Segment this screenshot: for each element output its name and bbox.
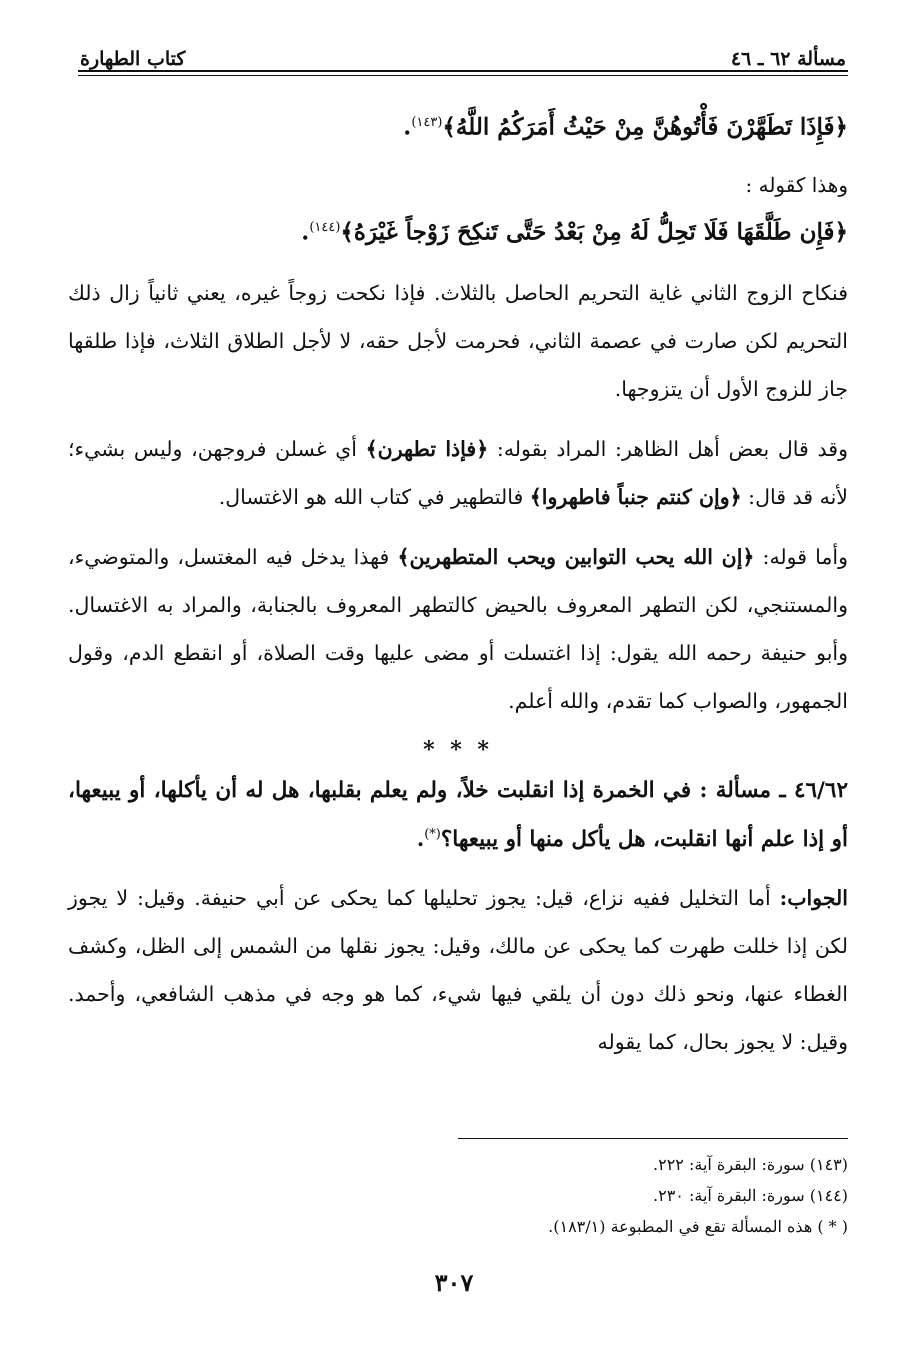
footnote-ref-144[interactable]: (١٤٤) [309, 219, 341, 235]
quran-verse-block-2 [68, 205, 848, 256]
verse-1-text: ﴿فَإِذَا تَطَهَّرْنَ فَأْتُوهُنَّ مِنْ حَيْثُ أَمَرَكُمُ اللَّهُ﴾ [442, 113, 848, 141]
footnote-144: (١٤٤) سورة: البقرة آية: ٢٣٠. [653, 1186, 848, 1205]
quran-verse-2 [68, 205, 848, 256]
issue-question [68, 769, 848, 862]
header-issue-number: مسألة ٦٢ ـ ٤٦ [730, 48, 846, 70]
quote-fattahharu: ﴿وإن كنتم جنباً فاطهروا﴾ [529, 485, 742, 510]
footnote-ref-star[interactable]: (*) [424, 827, 441, 843]
quran-verse-1 [68, 100, 848, 151]
page-number: ٣٠٧ [434, 1268, 474, 1297]
footnote-ref-143[interactable]: (١٤٣) [411, 115, 443, 130]
footnote-rule [458, 1138, 848, 1139]
issue-number: ٤٦/٦٢ ـ مسألة : [699, 778, 848, 804]
issue-question-text: في الخمرة إذا انقلبت خلاً، ولم يعلم بقلبها، هل له أن يأكلها، أو يبيعها، أو إذا علم أنها انقلبت، هل يأكل منها أو يبيعها؟ [68, 778, 848, 853]
main-text [68, 100, 848, 1078]
footnote-star: ( * ) هذه المسألة تقع في المطبوعة (١٨٣/١). [548, 1217, 848, 1236]
paragraph-2-part-c: أي غسلن فروجهن، وليس بشيء؛ لأنه قد قال: [68, 437, 848, 510]
verse-2-end: . [301, 218, 310, 246]
verse-2-text: ﴿فَإِن طَلَّقَهَا فَلَا تَحِلُّ لَهُ مِنْ بَعْدُ حَتَّى تَنكِحَ زَوْجاً غَيْرَهُ﴾ [340, 218, 848, 246]
quote-tatahharna: ﴿فإذا تطهرن﴾ [365, 437, 489, 462]
header-rule-thin [78, 75, 848, 76]
paragraph-1: فنكاح الزوج الثاني غاية التحريم الحاصل بالثلاث. فإذا نكحت زوجاً غيره، يعني ثانياً زال ذلك التحريم لكن صارت في عصمة الثاني، فحرمت لأجل حقه، لا لأجل الطلاق الثلاث، فإذا طلقها جاز للزوج الأول أن يتزوجها. [68, 281, 848, 402]
paragraph-2-part-a: وقد قال بعض أهل الظاهر: المراد بقوله: [488, 437, 848, 462]
answer-text: أما التخليل ففيه نزاع، قيل: يجوز تحليلها كما يحكى عن أبي حنيفة. وقيل: لا يجوز لكن إذا خللت طهرت كما يحكى عن مالك، وقيل: يجوز نقلها من الشمس إلى الظل، وكشف الغطاء عنها، ونحو ذلك دون أن يلقي فيها شيء، كما هو وجه في مذهب الشافعي، وأحمد. وقيل: لا يجوز بحال، كما يقوله [68, 886, 848, 1055]
section-separator: * * * [423, 737, 493, 764]
running-header [80, 36, 846, 70]
header-book-title: كتاب الطهارة [80, 48, 186, 70]
paragraph-3 [68, 533, 848, 725]
paragraph-2-part-e: فالتطهير في كتاب الله هو الاغتسال. [218, 485, 530, 510]
answer-paragraph [68, 874, 848, 1066]
paragraph-2 [68, 425, 848, 521]
footnotes-section [68, 1138, 848, 1242]
issue-question-end: . [416, 827, 425, 853]
verse-2-intro: وهذا كقوله : [745, 172, 848, 197]
footnote-143: (١٤٣) سورة: البقرة آية: ٢٢٢. [653, 1155, 848, 1174]
paragraph-3-part-a: وأما قوله: [754, 545, 849, 570]
quran-verse-block-1 [68, 100, 848, 151]
paragraph-3-part-c: فهذا يدخل فيه المغتسل، والمتوضيء، والمستنجي، لكن التطهر المعروف بالحيض كالتطهر المعروف بالجنابة، والمراد به الاغتسال. وأبو حنيفة رحمه الله يقول: إذا اغتسلت أو مضى عليها وقت الصلاة، أو انقطع الدم، وقول الجمهور، والصواب كما تقدم، والله أعلم. [68, 545, 848, 714]
verse-1-end: . [403, 113, 412, 141]
quote-tawwabin: ﴿إن الله يحب التوابين ويحب المتطهرين﴾ [397, 545, 755, 570]
answer-label: الجواب: [779, 886, 848, 911]
header-rule-thick [78, 70, 848, 72]
